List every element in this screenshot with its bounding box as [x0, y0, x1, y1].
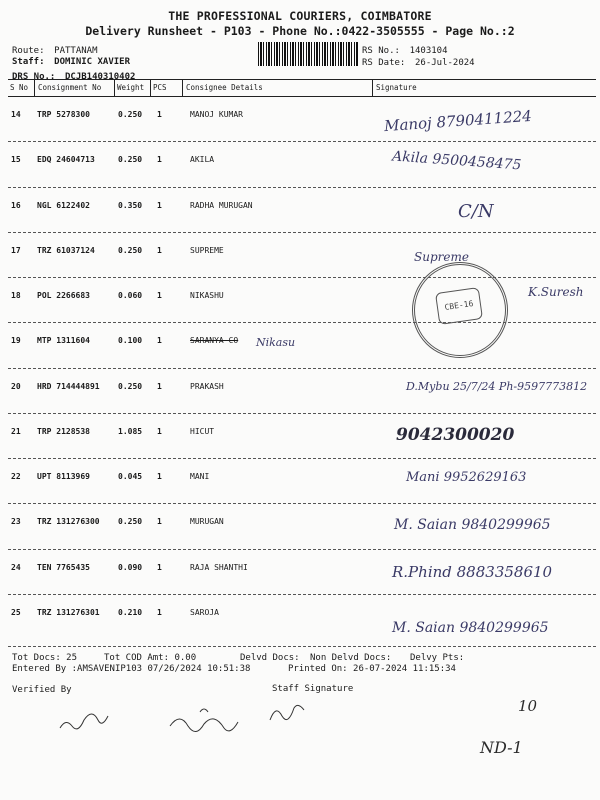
rs-date-line	[362, 50, 475, 69]
row-pcs: 1	[157, 517, 162, 526]
row-consignment: EDQ 24604713	[37, 155, 95, 164]
table-row	[8, 368, 596, 414]
row-pcs: 1	[157, 246, 162, 255]
row-sno: 19	[11, 336, 21, 345]
row-consignment: TRZ 131276300	[37, 517, 100, 526]
staff-label: Staff:	[12, 57, 45, 67]
row-consignee: AKILA	[190, 155, 215, 164]
row-consignee: NIKASHU	[190, 291, 224, 300]
row-signature: Mani 9952629163	[406, 470, 527, 485]
row-pcs: 1	[157, 382, 162, 391]
row-weight: 1.085	[118, 427, 143, 436]
row-signature: Manoj 8790411224	[383, 106, 533, 136]
table-row	[8, 503, 596, 549]
col-divider	[182, 80, 183, 96]
row-consignment: MTP 1311604	[37, 336, 90, 345]
col-header-signature: Signature	[376, 83, 417, 92]
table-row	[8, 187, 596, 233]
tot-docs: Tot Docs: 25	[12, 653, 78, 663]
row-sno: 23	[11, 517, 21, 526]
route-label: Route:	[12, 46, 45, 56]
table-row	[8, 322, 596, 368]
row-weight: 0.045	[118, 472, 143, 481]
verified-signature-scribble	[60, 714, 108, 729]
tot-cod-amount: Tot COD Amt: 0.00	[104, 653, 197, 663]
row-consignment: POL 2266683	[37, 291, 90, 300]
col-divider	[34, 80, 35, 96]
staff-signature-scribble	[270, 705, 304, 720]
col-header-sno: S No	[10, 83, 29, 92]
row-weight: 0.090	[118, 563, 143, 572]
row-consignment: TRP 2128538	[37, 427, 90, 436]
printed-on: Printed On: 26-07-2024 11:15:34	[288, 664, 456, 674]
row-signature: R.Phind 8883358610	[392, 563, 553, 581]
row-consignee: MANI	[190, 472, 210, 481]
row-consignee: RADHA MURUGAN	[190, 201, 253, 210]
row-pcs: 1	[157, 608, 162, 617]
row-sno: 22	[11, 472, 21, 481]
row-weight: 0.100	[118, 336, 143, 345]
col-header-consignment: Consignment No	[38, 83, 102, 92]
row-signature: 9042300020	[396, 425, 515, 445]
row-consignment: TEN 7765435	[37, 563, 90, 572]
row-sno: 16	[11, 201, 21, 210]
row-pcs: 1	[157, 472, 162, 481]
row-consignee: PRAKASH	[190, 382, 224, 391]
row-consignee: HICUT	[190, 427, 215, 436]
runsheet-subtitle: Delivery Runsheet - P103 - Phone No.:0422-3505555 - Page No.:2	[85, 24, 515, 38]
col-divider	[372, 80, 373, 96]
row-pcs: 1	[157, 336, 162, 345]
row-weight: 0.250	[118, 246, 143, 255]
row-weight: 0.250	[118, 382, 143, 391]
row-consignee: MANOJ KUMAR	[190, 110, 243, 119]
row-consignee: SARANYA CO	[190, 336, 239, 345]
row-sno: 15	[11, 155, 21, 164]
table-row	[8, 141, 596, 187]
non-delvd-docs: Non Delvd Docs:	[310, 653, 392, 663]
row-consignment: HRD 714444891	[37, 382, 100, 391]
col-header-consignee: Consignee Details	[186, 83, 263, 92]
staff-signature-label: Staff Signature	[272, 684, 354, 694]
verified-by-label: Verified By	[12, 685, 72, 695]
route-value: PATTANAM	[54, 46, 98, 56]
row-signature: D.Mybu 25/7/24 Ph-9597773812	[406, 380, 588, 393]
handwritten-count: 10	[518, 697, 538, 715]
table-row	[8, 413, 596, 459]
col-header-pcs: PCS	[153, 83, 167, 92]
row-signature: K.Suresh	[528, 285, 584, 299]
col-divider	[150, 80, 151, 96]
rs-no-label: RS No.:	[362, 46, 400, 56]
row-consignee: SAROJA	[190, 608, 219, 617]
row-sno: 25	[11, 608, 21, 617]
col-divider	[114, 80, 115, 96]
row-pcs: 1	[157, 155, 162, 164]
row-sno: 17	[11, 246, 21, 255]
handwritten-signatures	[20, 690, 350, 750]
row-consignee: SUPREME	[190, 246, 224, 255]
row-consignment: TRZ 61037124	[37, 246, 95, 255]
row-pcs: 1	[157, 427, 162, 436]
table-row	[8, 549, 596, 595]
row-weight: 0.250	[118, 110, 143, 119]
table-row	[8, 594, 596, 640]
col-header-weight: Weight	[117, 83, 145, 92]
row-consignee: MURUGAN	[190, 517, 224, 526]
row-sno: 20	[11, 382, 21, 391]
drs-label: DRS No.:	[12, 72, 56, 82]
row-sno: 24	[11, 563, 21, 572]
row-consignment: TRZ 131276301	[37, 608, 100, 617]
row-sno: 21	[11, 427, 21, 436]
drs-line	[12, 64, 135, 83]
table-row	[8, 232, 596, 278]
stamp-code: CBE-16	[435, 287, 483, 325]
table-bottom-rule	[8, 646, 596, 647]
row-sno: 18	[11, 291, 21, 300]
rs-date-value: 26-Jul-2024	[415, 58, 475, 68]
table-row	[8, 96, 596, 142]
row-weight: 0.250	[118, 517, 143, 526]
table-row	[8, 458, 596, 504]
row-signature: M. Saian 9840299965	[392, 620, 549, 636]
row-signature: C/N	[458, 201, 494, 222]
row-signature: Supreme	[414, 250, 469, 264]
handwritten-nd: ND-1	[480, 738, 523, 757]
rs-date-label: RS Date:	[362, 58, 406, 68]
row-consignee: RAJA SHANTHI	[190, 563, 248, 572]
row-weight: 0.210	[118, 608, 143, 617]
staff-signature-scribble	[170, 709, 238, 732]
staff-value: DOMINIC XAVIER	[54, 57, 131, 67]
row-signature: Akila 9500458475	[391, 148, 522, 174]
row-weight: 0.250	[118, 155, 143, 164]
row-signature: M. Saian 9840299965	[394, 517, 551, 533]
row-weight: 0.060	[118, 291, 143, 300]
row-consignment: NGL 6122402	[37, 201, 90, 210]
row-pcs: 1	[157, 563, 162, 572]
row-consignment: UPT 8113969	[37, 472, 90, 481]
drs-value: DCJB140310402	[65, 72, 136, 82]
delvy-pts: Delvy Pts:	[410, 653, 465, 663]
table-row	[8, 277, 596, 323]
row-pcs: 1	[157, 201, 162, 210]
table-top-rule	[8, 79, 596, 80]
delvd-docs: Delvd Docs:	[240, 653, 300, 663]
row-consignment: TRP 5278300	[37, 110, 90, 119]
company-title: THE PROFESSIONAL COURIERS, COIMBATORE	[168, 9, 432, 23]
rs-no-value: 1403104	[409, 46, 448, 56]
entered-by: Entered By :AMSAVENIP103 07/26/2024 10:51:38	[12, 664, 251, 674]
row-sno: 14	[11, 110, 21, 119]
row-signature: Nikasu	[256, 336, 296, 349]
row-pcs: 1	[157, 110, 162, 119]
barcode	[258, 42, 358, 66]
row-weight: 0.350	[118, 201, 143, 210]
row-pcs: 1	[157, 291, 162, 300]
